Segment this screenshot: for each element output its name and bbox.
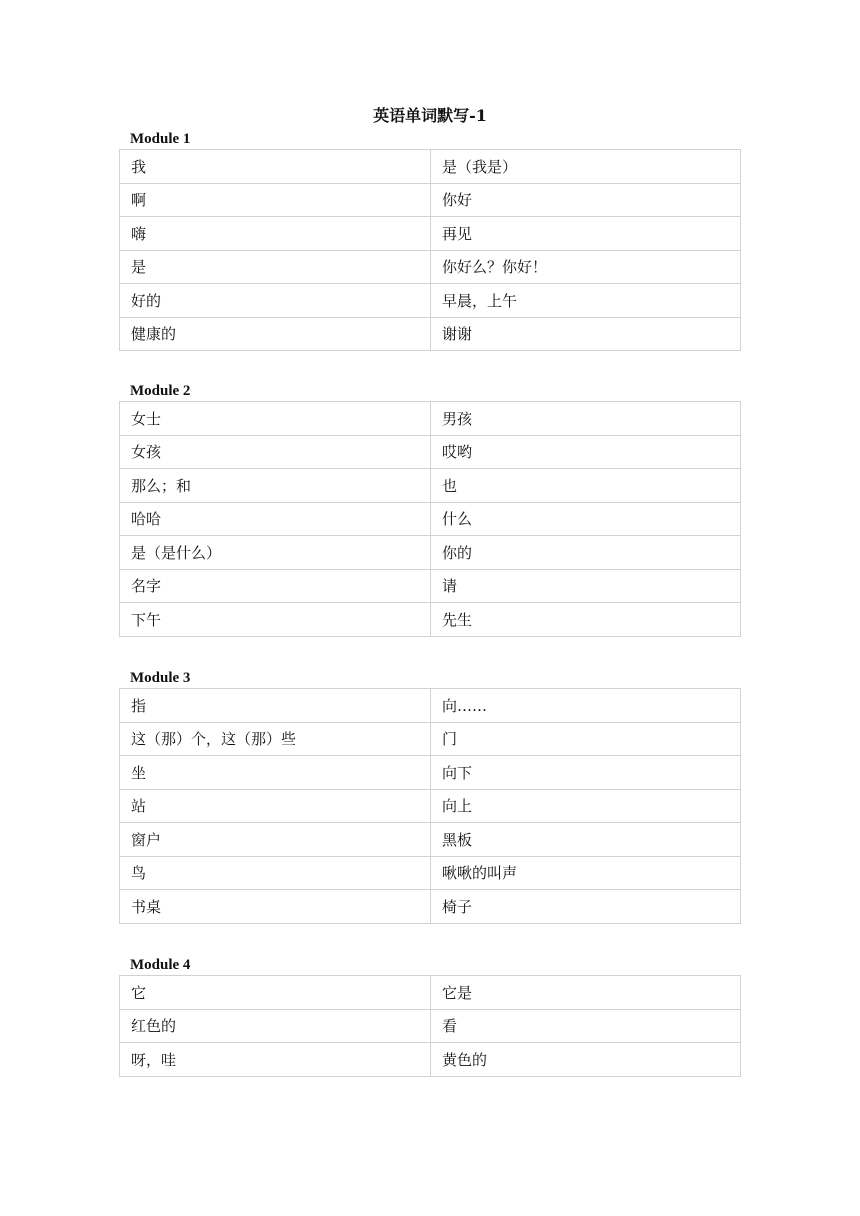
module-heading: Module 3	[130, 670, 191, 686]
table-row	[120, 435, 741, 469]
vocab-table	[119, 688, 741, 924]
module-heading: Module 4	[130, 957, 191, 973]
chinese-word-cell: 你好	[431, 183, 741, 217]
vocab-table	[119, 975, 741, 1077]
chinese-word-cell: 什么	[431, 502, 741, 536]
table-row	[120, 856, 741, 890]
chinese-word-cell: 嗨	[120, 217, 431, 251]
chinese-word-cell: 椅子	[431, 890, 741, 924]
chinese-word-cell: 男孩	[431, 402, 741, 436]
chinese-word-cell: 红色的	[120, 1009, 431, 1043]
module-heading: Module 1	[130, 131, 191, 147]
chinese-word-cell: 啾啾的叫声	[431, 856, 741, 890]
chinese-word-cell: 坐	[120, 756, 431, 790]
chinese-word-cell: 鸟	[120, 856, 431, 890]
chinese-word-cell: 向下	[431, 756, 741, 790]
table-row	[120, 250, 741, 284]
table-row	[120, 603, 741, 637]
chinese-word-cell: 健康的	[120, 317, 431, 351]
chinese-word-cell: 我	[120, 150, 431, 184]
chinese-word-cell: 看	[431, 1009, 741, 1043]
table-row	[120, 183, 741, 217]
table-row	[120, 1043, 741, 1077]
chinese-word-cell: 这（那）个，这（那）些	[120, 722, 431, 756]
table-row	[120, 502, 741, 536]
chinese-word-cell: 门	[431, 722, 741, 756]
table-row	[120, 284, 741, 318]
table-row	[120, 689, 741, 723]
chinese-word-cell: 哎哟	[431, 435, 741, 469]
chinese-word-cell: 它	[120, 976, 431, 1010]
module-2-section	[119, 381, 741, 637]
chinese-word-cell: 黑板	[431, 823, 741, 857]
module-heading: Module 2	[130, 383, 191, 399]
table-row	[120, 789, 741, 823]
chinese-word-cell: 窗户	[120, 823, 431, 857]
table-row	[120, 1009, 741, 1043]
table-row	[120, 317, 741, 351]
chinese-word-cell: 先生	[431, 603, 741, 637]
chinese-word-cell: 女孩	[120, 435, 431, 469]
chinese-word-cell: 好的	[120, 284, 431, 318]
chinese-word-cell: 谢谢	[431, 317, 741, 351]
chinese-word-cell: 站	[120, 789, 431, 823]
chinese-word-cell: 女士	[120, 402, 431, 436]
table-row	[120, 150, 741, 184]
page-title: 英语单词默写-1	[373, 106, 487, 125]
chinese-word-cell: 哈哈	[120, 502, 431, 536]
vocab-table	[119, 149, 741, 351]
table-row	[120, 569, 741, 603]
chinese-word-cell: 早晨，上午	[431, 284, 741, 318]
chinese-word-cell: 是	[120, 250, 431, 284]
table-row	[120, 976, 741, 1010]
chinese-word-cell: 它是	[431, 976, 741, 1010]
chinese-word-cell: 请	[431, 569, 741, 603]
vocab-table	[119, 401, 741, 637]
chinese-word-cell: 是（是什么）	[120, 536, 431, 570]
module-1-section	[119, 129, 741, 351]
chinese-word-cell: 再见	[431, 217, 741, 251]
chinese-word-cell: 指	[120, 689, 431, 723]
chinese-word-cell: 是（我是）	[431, 150, 741, 184]
chinese-word-cell: 呀，哇	[120, 1043, 431, 1077]
table-row	[120, 217, 741, 251]
chinese-word-cell: 啊	[120, 183, 431, 217]
chinese-word-cell: 你的	[431, 536, 741, 570]
chinese-word-cell: 下午	[120, 603, 431, 637]
chinese-word-cell: 你好么？你好！	[431, 250, 741, 284]
table-row	[120, 722, 741, 756]
module-4-section	[119, 955, 741, 1077]
chinese-word-cell: 也	[431, 469, 741, 503]
table-row	[120, 402, 741, 436]
table-row	[120, 469, 741, 503]
chinese-word-cell: 书桌	[120, 890, 431, 924]
table-row	[120, 756, 741, 790]
chinese-word-cell: 那么；和	[120, 469, 431, 503]
chinese-word-cell: 向上	[431, 789, 741, 823]
chinese-word-cell: 向……	[431, 689, 741, 723]
table-row	[120, 890, 741, 924]
chinese-word-cell: 黄色的	[431, 1043, 741, 1077]
table-row	[120, 536, 741, 570]
table-row	[120, 823, 741, 857]
chinese-word-cell: 名字	[120, 569, 431, 603]
module-3-section	[119, 668, 741, 924]
